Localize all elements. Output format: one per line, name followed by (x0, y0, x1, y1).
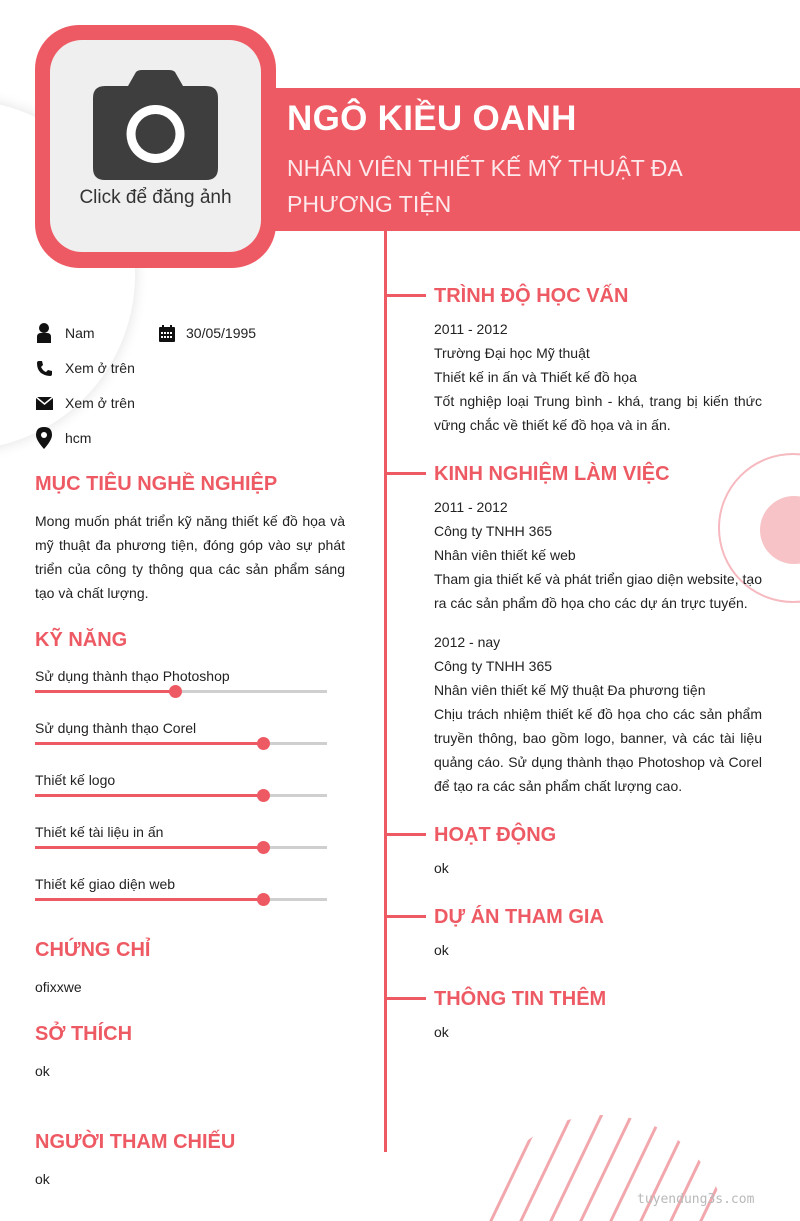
objective-text[interactable]: Mong muốn phát triển kỹ năng thiết kế đồ họa và mỹ thuật đa phương tiện, đóng góp vào sự phát triển của công ty thông qua các sản phẩm sáng tạo và chất lượng. (35, 513, 345, 601)
certificates-title[interactable]: CHỨNG CHỈ (35, 939, 151, 961)
references-text[interactable]: ok (35, 1171, 50, 1187)
activities-title[interactable]: HOẠT ĐỘNG (434, 824, 557, 846)
education-entry (434, 317, 762, 437)
skill-knob[interactable] (257, 789, 270, 802)
skill-item (35, 876, 327, 892)
birthday-value[interactable]: 30/05/1995 (186, 325, 257, 341)
experience-desc[interactable]: Chịu trách nhiệm thiết kế đồ họa cho các sản phẩm truyền thông, bao gồm logo, banner, và các tài liệu quảng cáo. Sử dụng thành thạo Photoshop và Corel để tạo ra các sản phẩm chất lượng cao. (434, 706, 762, 794)
skill-fill (35, 846, 263, 849)
experience-entry (434, 495, 762, 615)
experience-company[interactable]: Công ty TNHH 365 (434, 523, 553, 539)
hobbies-text[interactable]: ok (35, 1063, 50, 1079)
camera-icon[interactable] (92, 70, 219, 182)
info-email (35, 392, 135, 414)
skill-item (35, 772, 327, 788)
education-school[interactable]: Trường Đại học Mỹ thuật (434, 345, 590, 361)
info-phone (35, 357, 135, 379)
skill-bar[interactable] (35, 846, 327, 849)
skill-label[interactable]: Thiết kế tài liệu in ấn (35, 824, 164, 840)
gender-value[interactable]: Nam (65, 325, 95, 341)
skill-label[interactable]: Thiết kế giao diện web (35, 876, 176, 892)
skill-knob[interactable] (169, 685, 182, 698)
experience-period[interactable]: 2011 - 2012 (434, 499, 508, 515)
projects-title[interactable]: DỰ ÁN THAM GIA (434, 906, 604, 928)
job-title[interactable]: NHÂN VIÊN THIẾT KẾ MỸ THUẬT ĐA PHƯƠNG TIỆN (287, 155, 682, 217)
skill-bar[interactable] (35, 794, 327, 797)
activities-text[interactable]: ok (434, 860, 449, 876)
skill-fill (35, 690, 175, 693)
info-address (35, 427, 91, 449)
skill-bar[interactable] (35, 690, 327, 693)
section-marker (386, 294, 426, 297)
section-marker (386, 472, 426, 475)
watermark: tuyendung3s.com (637, 1192, 755, 1207)
experience-desc[interactable]: Tham gia thiết kế và phát triển giao diện website, tạo ra các sản phẩm đồ họa cho các dự án trực tuyến. (434, 571, 762, 611)
hobbies-title[interactable]: SỞ THÍCH (35, 1023, 133, 1045)
experience-company[interactable]: Công ty TNHH 365 (434, 658, 553, 674)
address-value[interactable]: hcm (65, 430, 92, 446)
certificates-text[interactable]: ofixxwe (35, 979, 82, 995)
skill-bar[interactable] (35, 742, 327, 745)
skill-item (35, 668, 327, 684)
education-title[interactable]: TRÌNH ĐỘ HỌC VẤN (434, 285, 629, 307)
photo-caption[interactable]: Click để đăng ảnh (79, 187, 232, 208)
skill-label[interactable]: Thiết kế logo (35, 772, 116, 788)
section-marker (386, 915, 426, 918)
email-value[interactable]: Xem ở trên (65, 395, 135, 411)
info-gender (35, 322, 95, 344)
projects-text[interactable]: ok (434, 942, 449, 958)
skill-knob[interactable] (257, 737, 270, 750)
candidate-name[interactable]: NGÔ KIỀU OANH (287, 99, 577, 138)
person-icon (35, 322, 53, 344)
section-marker (386, 997, 426, 1000)
skill-fill (35, 794, 263, 797)
education-major[interactable]: Thiết kế in ấn và Thiết kế đồ họa (434, 369, 637, 385)
timeline-line (384, 231, 387, 1152)
calendar-icon (158, 322, 176, 344)
experience-entry (434, 630, 762, 798)
phone-value[interactable]: Xem ở trên (65, 360, 135, 376)
experience-title[interactable]: KINH NGHIỆM LÀM VIỆC (434, 463, 670, 485)
experience-position[interactable]: Nhân viên thiết kế web (434, 547, 576, 563)
envelope-icon (35, 392, 53, 414)
objective-title[interactable]: MỤC TIÊU NGHỀ NGHIỆP (35, 473, 278, 495)
location-pin-icon (35, 427, 53, 449)
skill-label[interactable]: Sử dụng thành thạo Photoshop (35, 668, 230, 684)
skill-bar[interactable] (35, 898, 327, 901)
phone-icon (35, 357, 53, 379)
education-period[interactable]: 2011 - 2012 (434, 321, 508, 337)
skills-title[interactable]: KỸ NĂNG (35, 629, 128, 651)
skill-item (35, 824, 327, 840)
skill-item (35, 720, 327, 736)
additional-text[interactable]: ok (434, 1024, 449, 1040)
experience-position[interactable]: Nhân viên thiết kế Mỹ thuật Đa phương tiện (434, 682, 706, 698)
references-title[interactable]: NGƯỜI THAM CHIẾU (35, 1131, 236, 1153)
section-marker (386, 833, 426, 836)
skill-knob[interactable] (257, 893, 270, 906)
experience-period[interactable]: 2012 - nay (434, 634, 501, 650)
additional-title[interactable]: THÔNG TIN THÊM (434, 988, 607, 1010)
skill-fill (35, 898, 263, 901)
info-birthday (158, 322, 256, 344)
skill-knob[interactable] (257, 841, 270, 854)
skill-label[interactable]: Sử dụng thành thạo Corel (35, 720, 197, 736)
skill-fill (35, 742, 263, 745)
education-desc[interactable]: Tốt nghiệp loại Trung bình - khá, trang bị kiến thức vững chắc về thiết kế đồ họa và in ấn. (434, 393, 762, 433)
